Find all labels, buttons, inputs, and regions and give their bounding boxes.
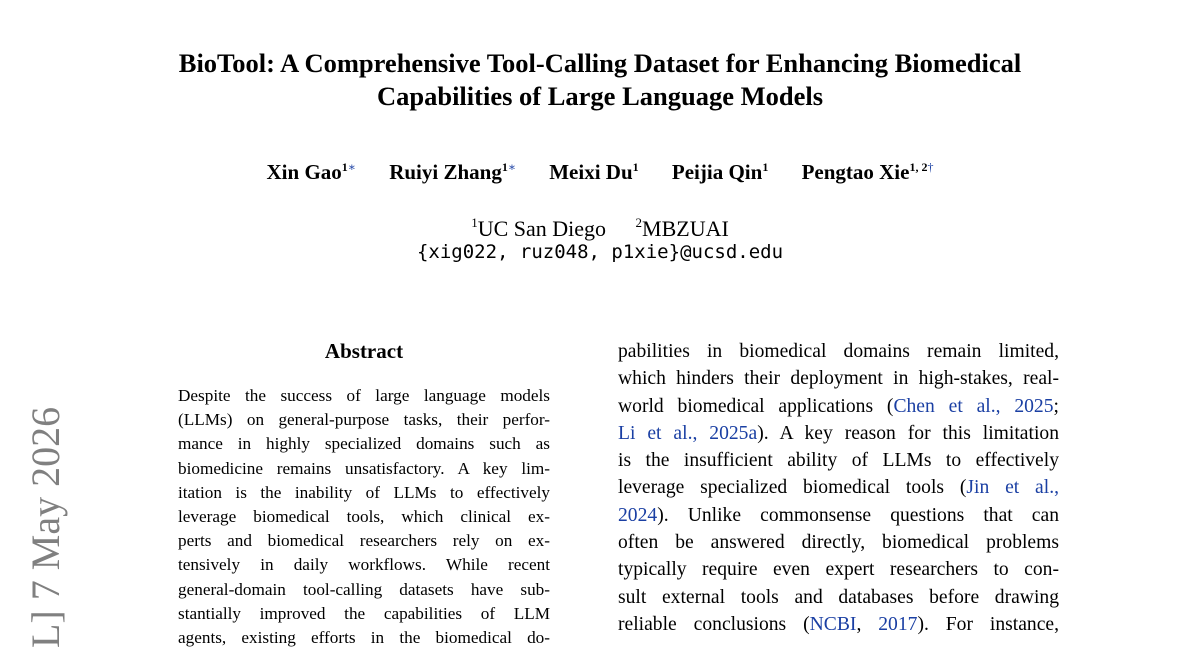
abstract-heading: Abstract xyxy=(324,339,404,363)
author-affil-index: 1 xyxy=(632,160,639,174)
intro-text: , xyxy=(856,613,879,635)
author-affil-index: 1, 2 xyxy=(909,160,928,174)
title-line-2: Capabilities of Large Language Models xyxy=(376,81,824,111)
intro-line xyxy=(618,474,1059,501)
author-name: Meixi Du xyxy=(549,160,633,184)
intro-line: typically require even expert researchers to con- xyxy=(618,559,1059,581)
intro-text: reliable conclusions ( xyxy=(618,613,810,635)
intro-text: ; xyxy=(1053,395,1059,417)
author-affil-index: 1 xyxy=(501,160,508,174)
paper-title xyxy=(0,47,1200,113)
intro-line xyxy=(618,502,1059,529)
affiliation-index: 1 xyxy=(471,215,478,230)
intro-line: which hinders their deployment in high-stakes, real- xyxy=(618,368,1059,390)
title-line-1: BioTool: A Comprehensive Tool-Calling Dataset for Enhancing Biomedical xyxy=(178,48,1022,78)
abstract-body xyxy=(178,384,550,650)
citation-link[interactable]: 2017 xyxy=(878,613,918,635)
abstract-line: perts and biomedical researchers rely on ex- xyxy=(178,531,550,551)
intro-text: leverage specialized biomedical tools ( xyxy=(618,477,967,499)
intro-line xyxy=(618,611,1059,638)
author-name: Peijia Qin xyxy=(671,160,763,184)
abstract-line: mance in highly specialized domains such as xyxy=(178,434,550,454)
abstract-line: stantially improved the capabilities of LLM xyxy=(178,603,550,623)
citation-link[interactable]: 2024 xyxy=(618,504,658,526)
author-name: Pengtao Xie xyxy=(801,160,910,184)
author xyxy=(549,153,638,186)
citation-link[interactable]: Chen et al., 2025 xyxy=(893,395,1054,417)
author-note-mark: ∗ xyxy=(507,160,516,174)
abstract-line: general-domain tool-calling datasets have sub- xyxy=(178,579,550,599)
intro-line: often be answered directly, biomedical problems xyxy=(618,532,1059,554)
intro-line: pabilities in biomedical domains remain limited, xyxy=(618,341,1059,362)
citation-link[interactable]: Li et al., 2025a xyxy=(618,422,758,444)
author-note-mark: ∗ xyxy=(347,160,356,174)
intro-text: ). For instance, xyxy=(917,613,1059,635)
abstract-line: (LLMs) on general-purpose tasks, their perfor- xyxy=(178,410,550,430)
intro-text: ). A key reason for this limitation xyxy=(757,422,1059,444)
intro-line xyxy=(618,393,1059,420)
abstract-line: itation is the inability of LLMs to effectively xyxy=(178,482,550,502)
intro-line: sult external tools and databases before drawing xyxy=(618,586,1059,608)
author xyxy=(672,153,768,186)
affiliation-name: MBZUAI xyxy=(642,216,729,241)
introduction-text xyxy=(618,338,1059,638)
intro-line: is the insufficient ability of LLMs to effectively xyxy=(618,450,1059,472)
author xyxy=(267,153,356,186)
intro-line xyxy=(618,420,1059,447)
intro-text: ). Unlike commonsense questions that can xyxy=(657,504,1059,526)
abstract-line: biomedicine remains unsatisfactory. A key lim- xyxy=(178,458,550,478)
author xyxy=(802,153,934,186)
author-name: Ruiyi Zhang xyxy=(389,160,502,184)
intro-text: world biomedical applications ( xyxy=(618,395,894,417)
abstract-line: agents, existing efforts in the biomedical do- xyxy=(178,628,550,648)
author-affil-index: 1 xyxy=(762,160,769,174)
affiliation-index: 2 xyxy=(635,215,643,230)
author-name: Xin Gao xyxy=(266,160,342,184)
affiliation-name: UC San Diego xyxy=(477,216,607,241)
abstract-line: tensively in daily workflows. While recent xyxy=(178,555,550,575)
author xyxy=(389,153,516,186)
author-note-mark: † xyxy=(927,160,934,174)
author-affil-index: 1 xyxy=(341,160,348,174)
citation-link[interactable]: Jin et al., xyxy=(966,477,1059,499)
citation-link[interactable]: NCBI xyxy=(809,613,857,635)
author-list xyxy=(0,153,1200,186)
abstract-line: leverage biomedical tools, which clinical ex- xyxy=(178,507,550,527)
author-email: {xig022, ruz048, p1xie}@ucsd.edu xyxy=(416,241,784,263)
arxiv-side-stamp: L] 7 May 2026 xyxy=(23,406,68,648)
abstract-line: Despite the success of large language models xyxy=(178,386,550,405)
